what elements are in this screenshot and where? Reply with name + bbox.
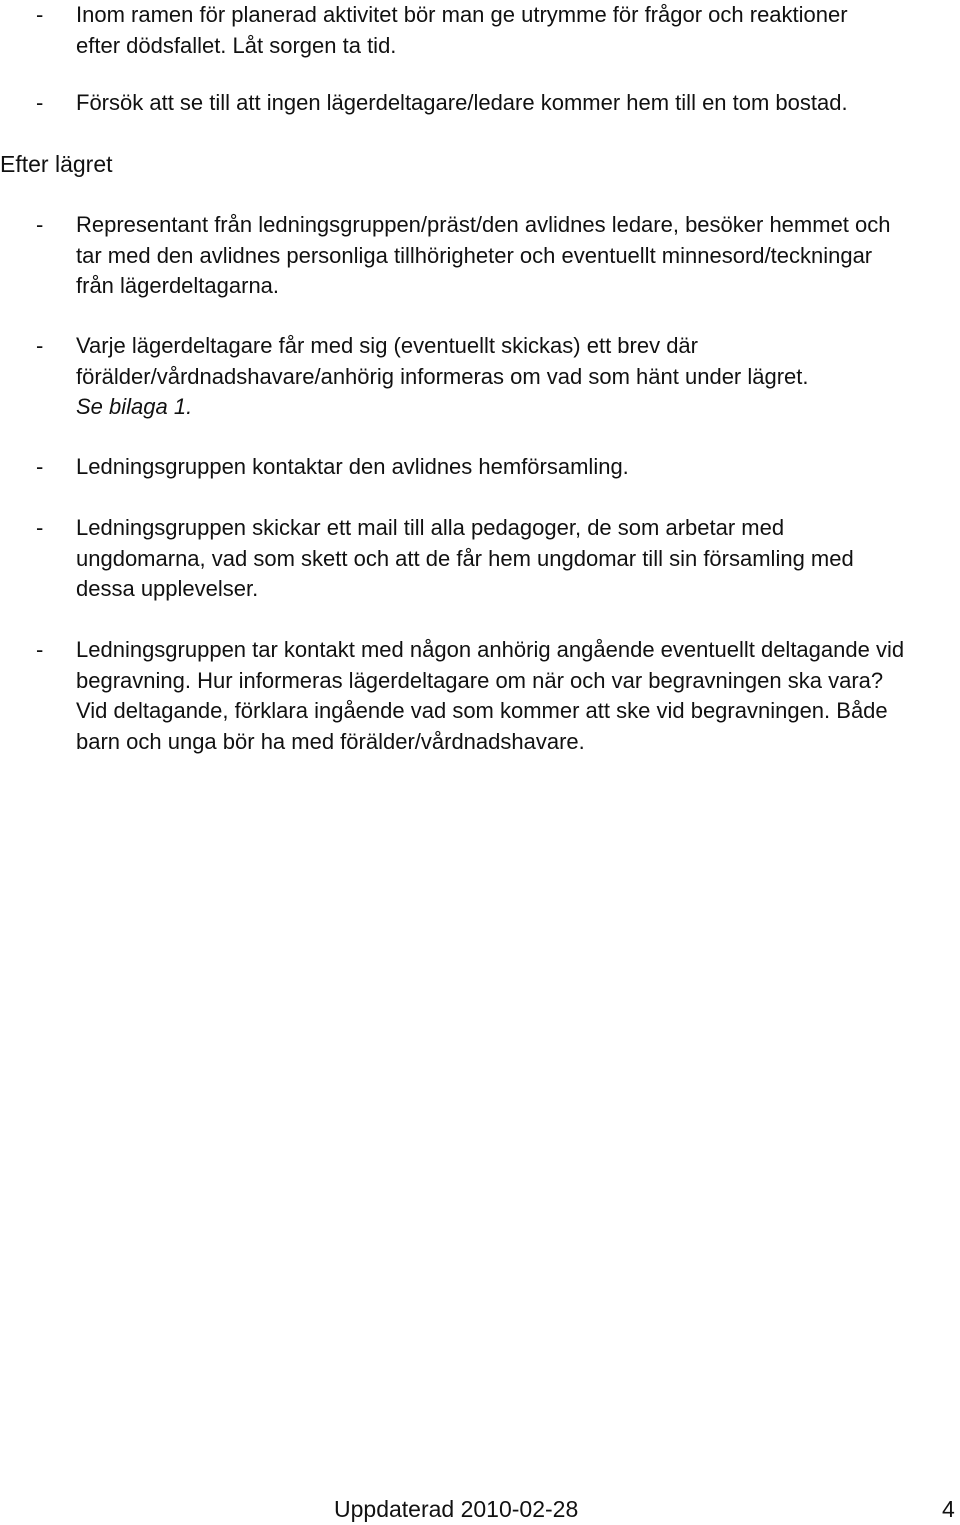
list-dash: - bbox=[36, 637, 44, 662]
list-dash: - bbox=[36, 2, 44, 27]
list-dash: - bbox=[36, 333, 44, 358]
appendix-reference: Se bilaga 1. bbox=[76, 394, 193, 419]
list-dash: - bbox=[36, 212, 44, 237]
list-item-text: Ledningsgruppen kontaktar den avlidnes hemförsamling. bbox=[76, 454, 629, 479]
list-item-text: Ledningsgruppen skickar ett mail till alla pedagoger, de som arbetar med ungdomarna, vad som skett och att de får hem ungdomar till sin församling med dessa upplevelser. bbox=[76, 515, 854, 601]
list-dash: - bbox=[36, 454, 44, 479]
list-item-text: Försök att se till att ingen lägerdeltagare/ledare kommer hem till en tom bostad. bbox=[76, 90, 848, 115]
list-item-text: Representant från ledningsgruppen/präst/den avlidnes ledare, besöker hemmet och tar med den avlidnes personliga tillhörigheter och eventuellt minnesord/teckningar från lägerdeltagarna. bbox=[76, 212, 891, 298]
list-dash: - bbox=[36, 515, 44, 540]
page-number: 4 bbox=[942, 1496, 955, 1522]
footer-updated-date: Uppdaterad 2010-02-28 bbox=[334, 1496, 579, 1522]
section-heading: Efter lägret bbox=[0, 151, 113, 177]
list-item-text: Inom ramen för planerad aktivitet bör man ge utrymme för frågor och reaktioner efter dödsfallet. Låt sorgen ta tid. bbox=[76, 2, 848, 58]
list-dash: - bbox=[36, 90, 44, 115]
list-item-text: Ledningsgruppen tar kontakt med någon anhörig angående eventuellt deltagande vid begravning. Hur informeras lägerdeltagare om när och var begravningen ska vara? Vid deltagande, förklara ingående vad som kommer att ske vid begravningen. Både barn och unga bör ha med förälder/vårdnadshavare. bbox=[76, 637, 905, 754]
list-item-text: Varje lägerdeltagare får med sig (eventuellt skickas) ett brev där förälder/vårdnadshavare/anhörig informeras om vad som hänt under lägret. bbox=[76, 333, 809, 389]
